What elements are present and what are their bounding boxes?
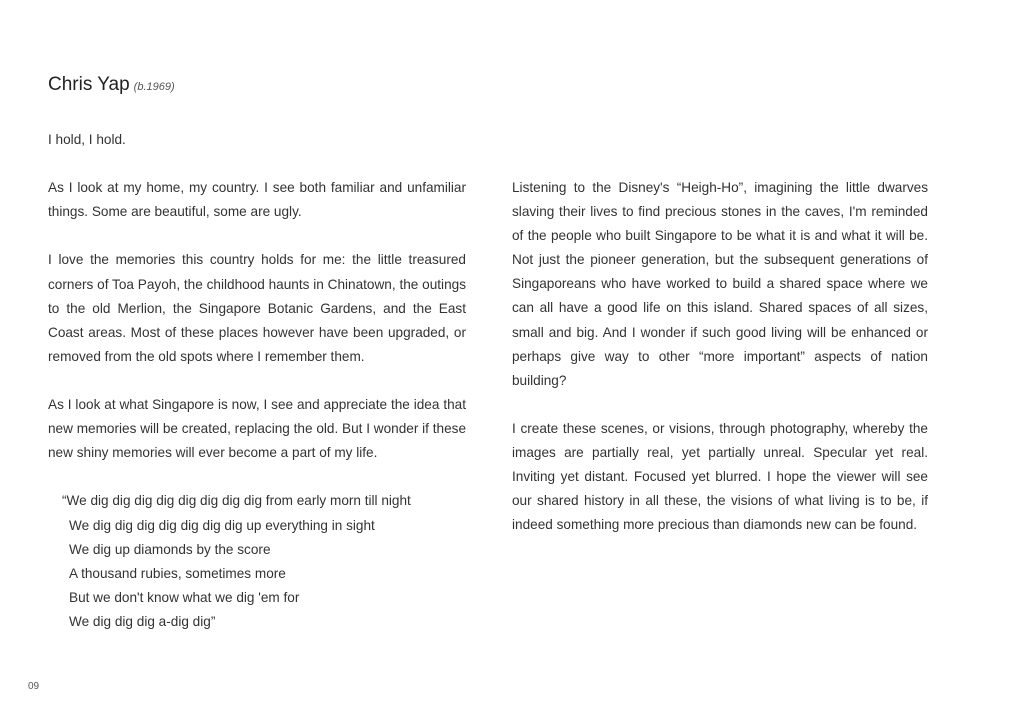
paragraph-heigh-ho: Listening to the Disney's “Heigh-Ho”, imagining the little dwarves slaving their lives to find precious stones in the caves, I'm reminded of the people who built Singapore to be what it is and what it will be. Not just the pioneer generation, but the subsequent generations of Singaporeans who have worked to build a shared space where we can all have a good life on this island. Shared spaces of all sizes, small and big. And I wonder if such good living will be enhanced or perhaps give way to other “more important” aspects of nation building? <box>512 180 928 388</box>
song-lyrics <box>48 489 466 634</box>
right-column <box>512 176 928 562</box>
lyric-line: We dig up diamonds by the score <box>69 541 271 557</box>
paragraph-home: As I look at my home, my country. I see both familiar and unfamiliar things. Some are beautiful, some are ugly. <box>48 180 466 220</box>
paragraph-singapore-now: As I look at what Singapore is now, I see and appreciate the idea that new memories will be created, replacing the old. But I wonder if these new shiny memories will ever become a part of my life. <box>48 397 466 461</box>
paragraph-photography: I create these scenes, or visions, through photography, whereby the images are partially real, yet partially unreal. Specular yet real. Inviting yet distant. Focused yet blurred. I hope the viewer will see our shared history in all these, the visions of what living is to be, if indeed something more precious than diamonds new can be found. <box>512 420 928 533</box>
lyric-line: A thousand rubies, sometimes more <box>69 565 286 581</box>
artist-birth-year: (b.1969) <box>133 81 175 93</box>
lyric-line: But we don't know what we dig 'em for <box>69 589 300 605</box>
paragraph-opening: I hold, I hold. <box>48 132 126 147</box>
page-number: 09 <box>28 681 40 692</box>
artist-title <box>48 74 175 96</box>
lyric-line: We dig dig dig a-dig dig” <box>69 613 216 629</box>
artist-name: Chris Yap <box>48 74 130 95</box>
paragraph-memories: I love the memories this country holds for me: the little treasured corners of Toa Payoh, the childhood haunts in Chinatown, the outings to the old Merlion, the Singapore Botanic Gardens, and the East Coast areas. Most of these places however have been upgraded, or removed from the old spots where I remember them. <box>48 252 466 364</box>
lyric-line: We dig dig dig dig dig dig dig up everything in sight <box>69 517 375 533</box>
left-column <box>48 128 466 634</box>
lyric-line: “We dig dig dig dig dig dig dig dig from early morn till night <box>62 493 411 509</box>
